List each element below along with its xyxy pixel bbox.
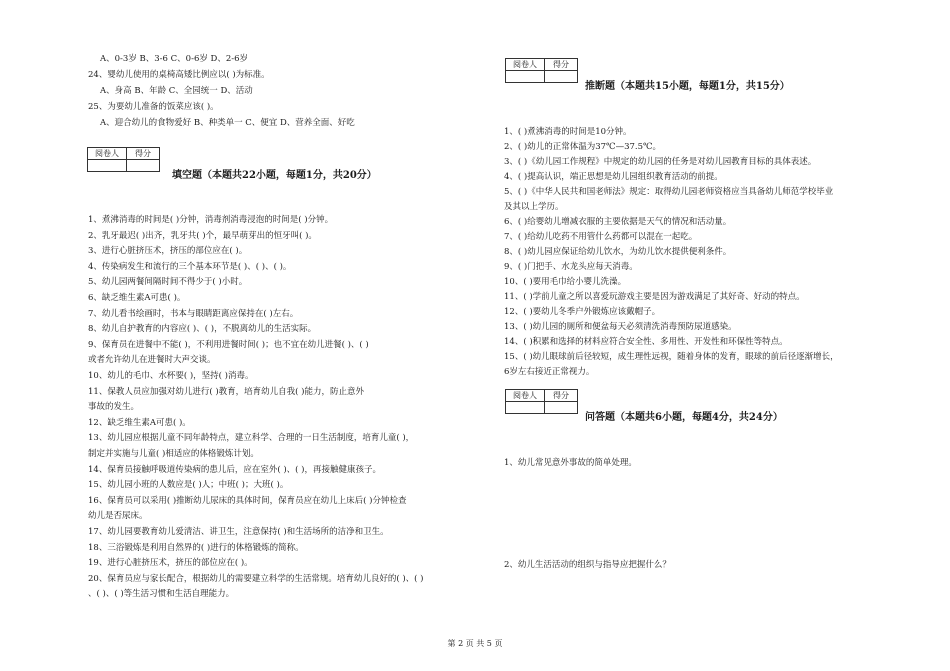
score-box-judge	[505, 58, 578, 83]
judge-question-line: 1、( )煮沸消毒的时间是10分钟。	[504, 127, 632, 137]
score-cell	[545, 71, 578, 83]
score-cell	[127, 160, 160, 172]
fill-question-line: 6、缺乏维生素A可患( )。	[88, 293, 186, 303]
score-label: 得分	[545, 390, 578, 402]
judge-question-line: 2、( )幼儿的正常体温为37℃—37.5℃。	[504, 142, 662, 152]
grader-label: 阅卷人	[88, 148, 127, 160]
judge-question-line: 11、( )学前儿童之所以喜爱玩游戏主要是因为游戏满足了其好奇、好动的特点。	[504, 292, 805, 302]
score-box-fill	[87, 147, 160, 172]
judge-question-line: 6、( )给婴幼儿增减衣服的主要依据是天气的情况和活动量。	[504, 217, 732, 227]
judge-question-line: 12、( )要幼儿冬季户外锻炼应该戴帽子。	[504, 307, 661, 317]
grader-label: 阅卷人	[506, 390, 545, 402]
score-cell	[545, 402, 578, 414]
judge-question-line: 7、( )给幼儿吃药不用管什么药都可以混在一起吃。	[504, 232, 698, 242]
fill-question-line: 4、传染病发生和流行的三个基本环节是( )、( )、( )。	[88, 261, 292, 272]
page-footer: 第 2 页 共 5 页	[447, 639, 503, 648]
fill-question-line: 制定并实施与儿童( )相适应的体格锻炼计划。	[88, 449, 259, 459]
section-title-judge: 推断题（本题共15小题，每题1分，共15分）	[585, 81, 790, 92]
qa-question-1: 1、幼儿常见意外事故的简单处理。	[504, 458, 637, 468]
fill-question-line: 13、幼儿园应根据儿童不同年龄特点，建立科学、合理的一日生活制度，培育儿童( )，	[88, 433, 415, 444]
qa-question-2: 2、幼儿生活活动的组织与指导应把握什么？	[504, 560, 671, 570]
fill-question-line: 2、乳牙最迟( )出齐，乳牙共( )个，最早萌芽出的恒牙叫( )。	[88, 230, 317, 241]
judge-question-line: 9、( )门把手、水龙头应每天消毒。	[504, 262, 638, 272]
section-title-qa: 问答题（本题共6小题，每题4分，共24分）	[585, 412, 783, 423]
grader-label: 阅卷人	[506, 59, 545, 71]
fill-question-line: 事故的发生。	[88, 402, 140, 413]
question-24-options: A、身高 B、年龄 C、全园统一 D、活动	[100, 86, 253, 96]
judge-question-line: 4、( )提高认识，端正思想是幼儿园组织教育活动的前提。	[504, 172, 723, 182]
fill-question-line: 14、保育员接触呼吸道传染病的患儿后，应在室外( )、( )，再接触健康孩子。	[88, 464, 381, 475]
judge-question-line: 14、( )积累和选择的材料应符合安全性、多用性、开发性和环保性等特点。	[504, 337, 788, 347]
score-label: 得分	[545, 59, 578, 71]
fill-question-line: 幼儿是否尿床。	[88, 511, 148, 522]
fill-question-line: 9、保育员在进餐中不能( )，不利用进餐时间( )；也不宜在幼儿进餐( )、( )	[88, 339, 369, 350]
judge-question-line: 15、( )幼儿眼球前后径较短，成生理性远视，随着身体的发育，眼球的前后径逐渐增长，	[504, 352, 839, 362]
fill-question-line: 7、幼儿看书绘画时，书本与眼睛距离应保持在( )左右。	[88, 308, 299, 319]
fill-question-line: 15、幼儿园小班的人数应是( )人；中班( )；大班( )。	[88, 480, 289, 491]
score-label: 得分	[127, 148, 160, 160]
question-25: 25、为要幼儿准备的饭菜应该( )。	[88, 102, 219, 112]
fill-question-line: 19、进行心脏挤压术，挤压的部位应在( )。	[88, 558, 253, 569]
fill-question-line: 10、幼儿的毛巾、水杯要( )，坚持( )消毒。	[88, 371, 254, 381]
judge-question-line: 10、( )要用毛巾给小婴儿洗澡。	[504, 277, 627, 287]
question-25-options: A、迎合幼儿的食物爱好 B、种类单一 C、便宜 D、营养全面、好吃	[100, 118, 355, 128]
judge-question-line: 3、( )《幼儿园工作规程》中规定的幼儿园的任务是对幼儿园教育目标的具体表述。	[504, 157, 817, 167]
score-box-qa	[505, 389, 578, 414]
section-title-fill: 填空题（本题共22小题，每题1分，共20分）	[172, 170, 377, 181]
fill-question-line: 20、保育员应与家长配合，根据幼儿的需要建立科学的生活常规。培育幼儿良好的( )、( )	[88, 573, 424, 584]
fill-question-line: 11、保教人员应加强对幼儿进行( )教育，培育幼儿自我( )能力，防止意外	[88, 386, 364, 397]
judge-question-line: 13、( )幼儿园的厕所和便盆每天必须清洗消毒预防尿道感染。	[504, 322, 737, 332]
fill-question-line: 17、幼儿园要教育幼儿爱清洁、讲卫生，注意保持( )和生活场所的洁净和卫生。	[88, 527, 389, 537]
fill-question-line: 8、幼儿自护教育的内容应( )、( )，不脱离幼儿的生活实际。	[88, 324, 317, 335]
judge-question-line: 及其以上学历。	[504, 202, 564, 212]
grader-cell	[88, 160, 127, 172]
judge-question-line: 5、( )《中华人民共和国老师法》规定：取得幼儿园老师资格应当具备幼儿师范学校毕业	[504, 187, 834, 197]
fill-question-line: 18、三浴锻炼是利用自然界的( )进行的体格锻炼的简称。	[88, 542, 304, 553]
grader-cell	[506, 402, 545, 414]
fill-question-line: 1、煮沸消毒的时间是( )分钟，消毒剂消毒浸泡的时间是( )分钟。	[88, 215, 334, 225]
fill-question-line: 、( )、( )等生活习惯和生活自理能力。	[88, 589, 235, 600]
fill-question-line: 3、进行心脏挤压术，挤压的部位应在( )。	[88, 246, 248, 257]
question-24: 24、婴幼儿使用的桌椅高矮比例应以( )为标准。	[88, 70, 270, 80]
fill-question-line: 5、幼儿园两餐间隔时间不得少于( )小时。	[88, 277, 248, 288]
judge-question-line: 6岁左右接近正常视力。	[504, 367, 595, 377]
judge-question-line: 8、( )幼儿园应保证给幼儿饮水，为幼儿饮水提供便利条件。	[504, 247, 732, 257]
question-23-options: A、0-3岁 B、3-6 C、0-6岁 D、2-6岁	[100, 54, 249, 64]
grader-cell	[506, 71, 545, 83]
fill-question-line: 12、缺乏维生素A可患( )。	[88, 417, 191, 428]
fill-question-line: 或者允许幼儿在进餐时大声交谈。	[88, 355, 216, 366]
fill-question-line: 16、保育员可以采用( )推断幼儿尿床的具体时间，保育员应在幼儿上床后( )分钟检查	[88, 495, 407, 506]
